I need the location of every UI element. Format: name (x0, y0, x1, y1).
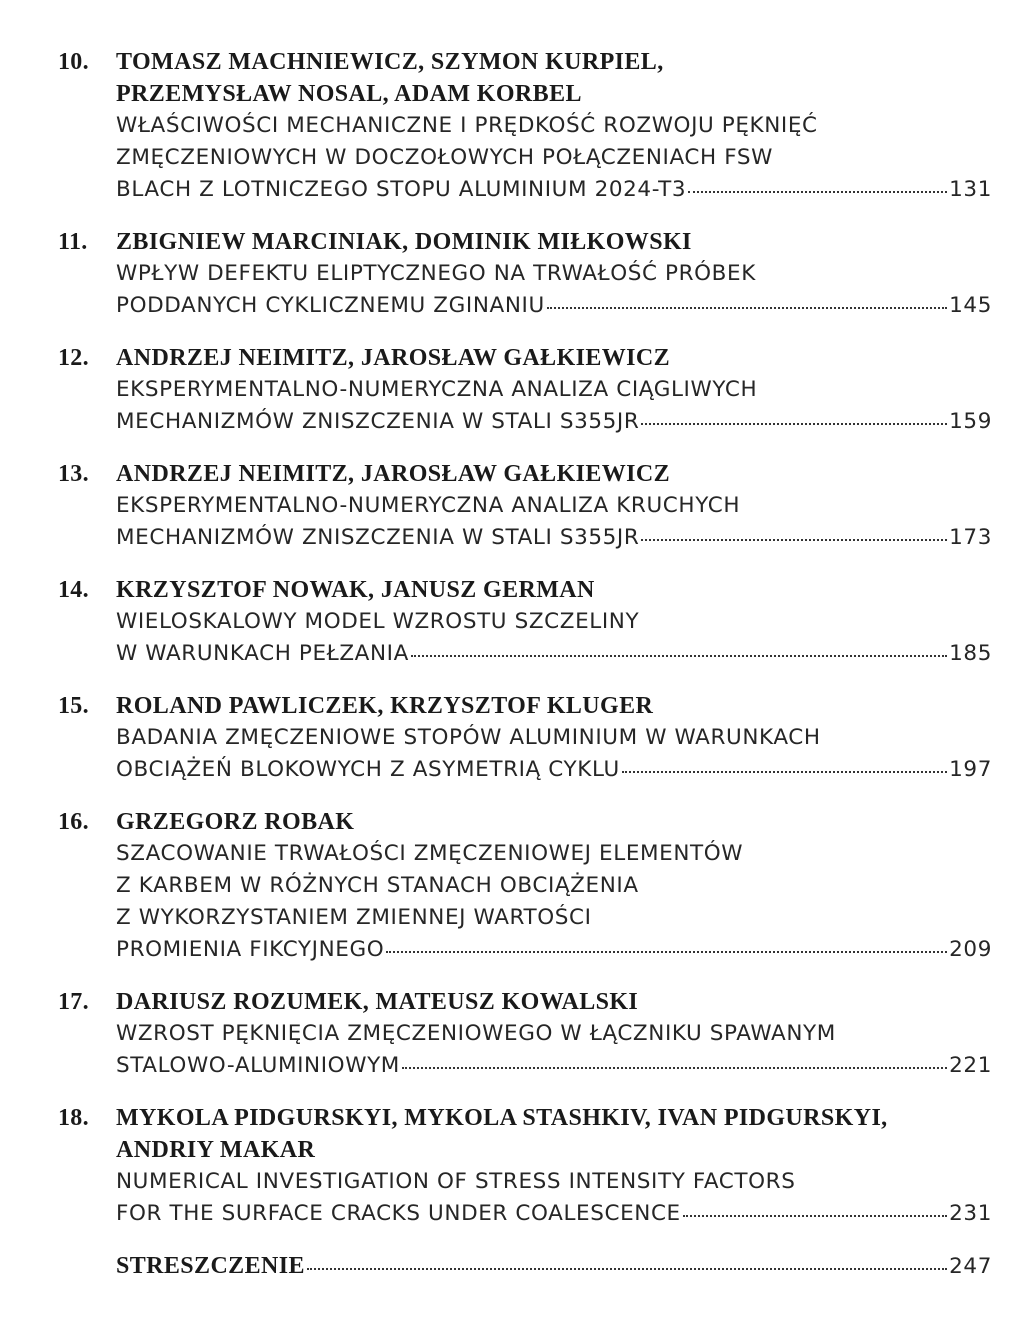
entry-authors: ROLAND PAWLICZEK, KRZYSZTOF KLUGER (116, 693, 654, 719)
entry-authors: ANDRZEJ NEIMITZ, JAROSŁAW GAŁKIEWICZ (116, 461, 671, 487)
entry-page-number: 131 (949, 177, 992, 202)
dot-leader (688, 191, 947, 193)
entry-number: 17. (58, 989, 89, 1015)
toc-entry-summary[interactable] (58, 1250, 992, 1283)
entry-title-line: Z KARBEM W RÓŻNYCH STANACH OBCIĄŻENIA (116, 873, 639, 898)
entry-title-text: MECHANIZMÓW ZNISZCZENIA W STALI S355JR (116, 409, 640, 434)
entry-title-text: W WARUNKACH PEŁZANIA (116, 641, 409, 666)
entry-body (116, 986, 992, 1082)
entry-title-last-line (116, 522, 992, 554)
summary-page-number: 247 (949, 1254, 992, 1279)
dot-leader (411, 655, 947, 657)
entry-authors: GRZEGORZ ROBAK (116, 809, 355, 835)
dot-leader (683, 1215, 947, 1217)
entry-title-text: PROMIENIA FIKCYJNEGO (116, 937, 385, 962)
entry-title-line: NUMERICAL INVESTIGATION OF STRESS INTENSITY FACTORS (116, 1169, 796, 1194)
entry-title-line: Z WYKORZYSTANIEM ZMIENNEJ WARTOŚCI (116, 905, 592, 930)
toc-entry-16[interactable] (58, 806, 992, 966)
toc-entry-13[interactable] (58, 458, 992, 554)
entry-page-number: 221 (949, 1053, 992, 1078)
entry-body (116, 226, 992, 322)
entry-authors: ANDRZEJ NEIMITZ, JAROSŁAW GAŁKIEWICZ (116, 345, 671, 371)
entry-title-line: WIELOSKALOWY MODEL WZROSTU SZCZELINY (116, 609, 640, 634)
dot-leader (402, 1067, 947, 1069)
entry-number: 12. (58, 345, 89, 371)
entry-page-number: 145 (949, 293, 992, 318)
entry-number: 11. (58, 229, 88, 255)
entry-number: 13. (58, 461, 89, 487)
entry-authors: MYKOLA PIDGURSKYI, MYKOLA STASHKIV, IVAN PIDGURSKYI, ANDRIY MAKAR (116, 1105, 888, 1163)
entry-authors: KRZYSZTOF NOWAK, JANUSZ GERMAN (116, 577, 595, 603)
entry-body (116, 806, 992, 966)
entry-title-text: PODDANYCH CYKLICZNEMU ZGINANIU (116, 293, 545, 318)
entry-title-last-line (116, 406, 992, 438)
entry-title-line: SZACOWANIE TRWAŁOŚCI ZMĘCZENIOWEJ ELEMENTÓW (116, 841, 744, 866)
dot-leader (547, 307, 947, 309)
entry-title-line: WZROST PĘKNIĘCIA ZMĘCZENIOWEGO W ŁĄCZNIKU SPAWANYM (116, 1021, 836, 1046)
entry-page-number: 159 (949, 409, 992, 434)
summary-label: STRESZCZENIE (116, 1253, 305, 1279)
toc-entry-11[interactable] (58, 226, 992, 322)
entry-page-number: 197 (949, 757, 992, 782)
entry-title-text: FOR THE SURFACE CRACKS UNDER COALESCENCE (116, 1201, 681, 1226)
entry-title-text: OBCIĄŻEŃ BLOKOWYCH Z ASYMETRIĄ CYKLU (116, 757, 620, 782)
entry-title-line: ZMĘCZENIOWYCH W DOCZOŁOWYCH POŁĄCZENIACH FSW (116, 145, 773, 170)
toc-entry-18[interactable] (58, 1102, 992, 1230)
entry-title-line: WPŁYW DEFEKTU ELIPTYCZNEGO NA TRWAŁOŚĆ PRÓBEK (116, 261, 756, 286)
entry-body (116, 690, 992, 786)
entry-title-last-line (116, 638, 992, 670)
entry-title-text: BLACH Z LOTNICZEGO STOPU ALUMINIUM 2024-T3 (116, 177, 687, 202)
entry-title-last-line (116, 1050, 992, 1082)
entry-page-number: 209 (949, 937, 992, 962)
entry-authors: ZBIGNIEW MARCINIAK, DOMINIK MIŁKOWSKI (116, 229, 692, 255)
dot-leader (641, 423, 947, 425)
dot-leader (386, 951, 947, 953)
entry-number: 16. (58, 809, 89, 835)
toc-entry-17[interactable] (58, 986, 992, 1082)
entry-title-line: BADANIA ZMĘCZENIOWE STOPÓW ALUMINIUM W WARUNKACH (116, 725, 821, 750)
entry-title-last-line (116, 934, 992, 966)
dot-leader (307, 1268, 947, 1270)
entry-body (116, 574, 992, 670)
entry-page-number: 231 (949, 1201, 992, 1226)
entry-title-line: EKSPERYMENTALNO-NUMERYCZNA ANALIZA CIĄGLIWYCH (116, 377, 758, 402)
summary-line (116, 1250, 992, 1283)
toc-entry-15[interactable] (58, 690, 992, 786)
entry-title-line: EKSPERYMENTALNO-NUMERYCZNA ANALIZA KRUCHYCH (116, 493, 741, 518)
entry-number: 10. (58, 49, 89, 75)
entry-body (116, 458, 992, 554)
entry-authors: DARIUSZ ROZUMEK, MATEUSZ KOWALSKI (116, 989, 639, 1015)
entry-title-line: WŁAŚCIWOŚCI MECHANICZNE I PRĘDKOŚĆ ROZWOJU PĘKNIĘĆ (116, 113, 818, 138)
entry-title-last-line (116, 1198, 992, 1230)
toc-entry-12[interactable] (58, 342, 992, 438)
entry-body (116, 46, 992, 206)
entry-title-text: MECHANIZMÓW ZNISZCZENIA W STALI S355JR (116, 525, 640, 550)
dot-leader (622, 771, 947, 773)
entry-number-spacer (58, 1250, 116, 1283)
entry-page-number: 173 (949, 525, 992, 550)
entry-body (116, 342, 992, 438)
entry-authors: TOMASZ MACHNIEWICZ, SZYMON KURPIEL, PRZEMYSŁAW NOSAL, ADAM KORBEL (116, 49, 664, 107)
dot-leader (641, 539, 947, 541)
entry-title-last-line (116, 174, 992, 206)
toc-entry-14[interactable] (58, 574, 992, 670)
entry-body (116, 1250, 992, 1283)
entry-title-last-line (116, 754, 992, 786)
entry-number: 14. (58, 577, 89, 603)
entry-body (116, 1102, 992, 1230)
entry-number: 15. (58, 693, 89, 719)
entry-number: 18. (58, 1105, 89, 1131)
table-of-contents (58, 46, 992, 1303)
entry-title-last-line (116, 290, 992, 322)
toc-entry-10[interactable] (58, 46, 992, 206)
entry-title-text: STALOWO-ALUMINIOWYM (116, 1053, 400, 1078)
entry-page-number: 185 (949, 641, 992, 666)
